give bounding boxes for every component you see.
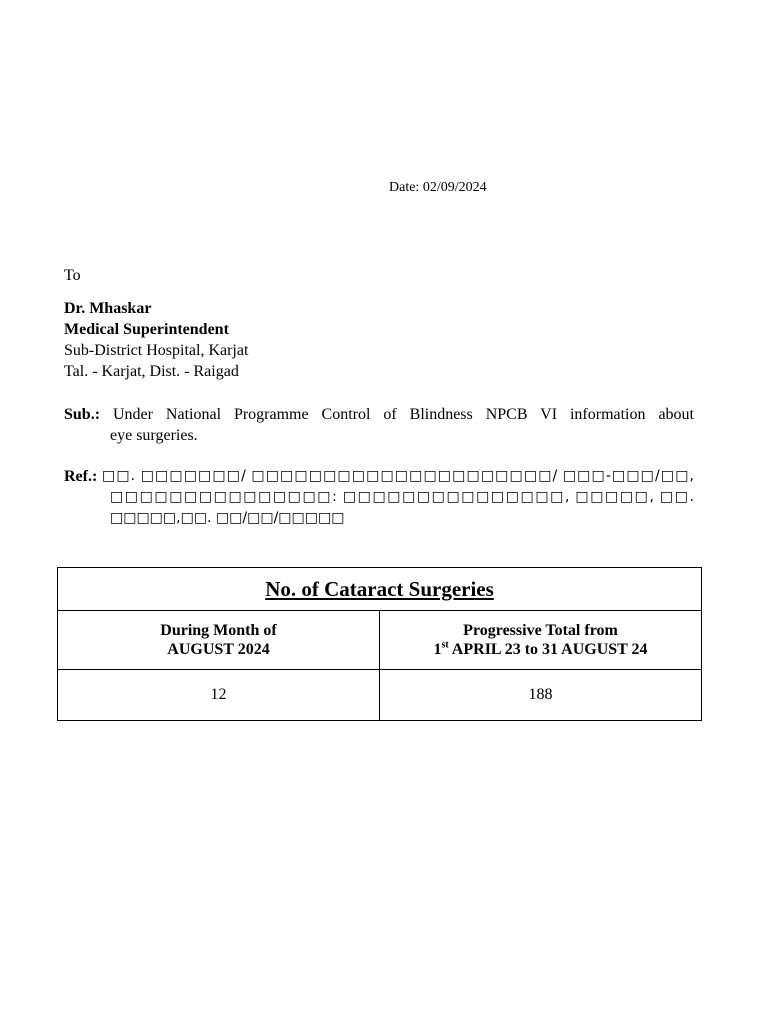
subject-text-line-2: eye surgeries. (110, 427, 198, 444)
reference-block (64, 466, 694, 529)
column-header-progressive-line-1: Progressive Total from (463, 622, 618, 639)
ordinal-suffix: st (441, 639, 449, 651)
month-surgery-count: 12 (58, 670, 380, 721)
reference-text-line-1: □□. □□□□□□□/ □□□□□□□□□□□□□□□□□□□□□/ □□□-□□□/□□, (102, 468, 694, 484)
column-header-progressive (380, 611, 702, 670)
letter-date: Date: 02/09/2024 (389, 180, 487, 195)
column-header-month (58, 611, 380, 670)
reference-label: Ref.: (64, 468, 98, 485)
address-line-1: Sub-District Hospital, Karjat (64, 342, 249, 359)
ordinal-number: 1 (433, 641, 442, 658)
address-line-2: Tal. - Karjat, Dist. - Raigad (64, 363, 239, 380)
column-header-month-line-2: AUGUST 2024 (167, 641, 270, 658)
table-row (58, 670, 702, 721)
column-header-progressive-line-2 (380, 640, 701, 659)
progressive-surgery-count: 188 (380, 670, 702, 721)
to-label: To (64, 267, 81, 284)
date-range-text: APRIL 23 to 31 AUGUST 24 (448, 641, 648, 658)
reference-text-line-2: □□□□□□□□□□□□□□□: □□□□□□□□□□□□□□□, □□□□□, □□. (110, 489, 694, 505)
reference-text-line-3: □□□□□,□□. □□/□□/□□□□□ (110, 510, 345, 526)
table-title: No. of Cataract Surgeries (58, 568, 702, 611)
subject-block (64, 404, 694, 446)
cataract-surgeries-table (57, 567, 702, 721)
column-header-month-line-1: During Month of (160, 622, 277, 639)
recipient-address (64, 298, 248, 382)
recipient-title: Medical Superintendent (64, 321, 229, 338)
subject-text-line-1: Under National Programme Control of Blindness NPCB VI information about (113, 406, 694, 423)
subject-label: Sub.: (64, 406, 101, 423)
recipient-name: Dr. Mhaskar (64, 300, 152, 317)
